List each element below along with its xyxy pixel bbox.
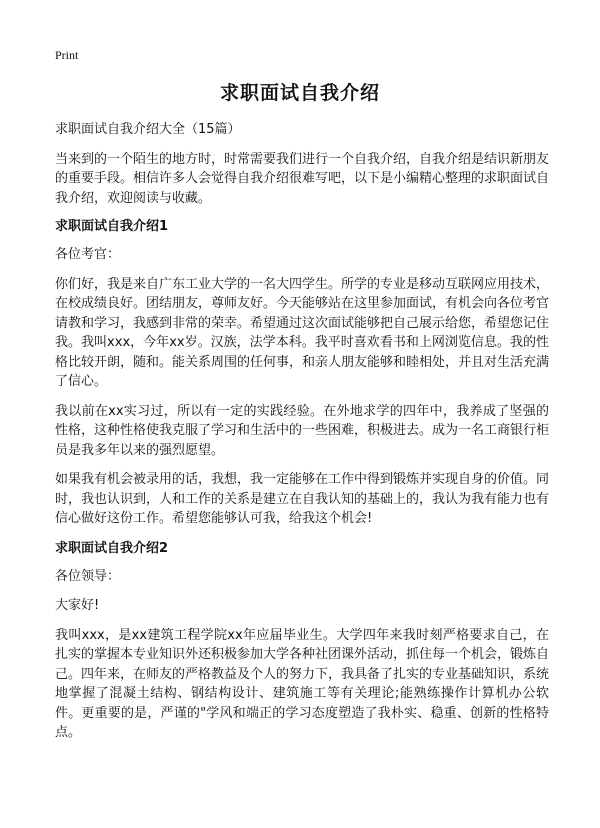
section-greeting: 各位领导： [55, 568, 121, 584]
section-paragraph: 如果我有机会被录用的话，我想，我一定能够在工作中得到锻炼并实现自身的价值。同时，我也认识到，人和工作的关系是建立在自我认知的基础上的，我认为我有能力也有信心做好这份工作。希望您能够认可我，给我这个机会! [55, 472, 550, 526]
section-heading: 求职面试自我介绍2 [55, 540, 169, 556]
section-greeting: 各位考官： [55, 247, 121, 262]
section-paragraph: 我叫xxx，是xx建筑工程学院xx年应届毕业生。大学四年来我时刻严格要求自己，在扎实的掌握本专业知识外还积极参加大学各种社团课外活动，抓住每一个机会，锻炼自己。四年来，在师友的严格教益及个人的努力下，我具备了扎实的专业基础知识，系统地掌握了混凝土结构、钢结构设计、建筑施工等有关理论;能熟练操作计算机办公软件。更重要的是，严谨的"学风和端正的学习态度塑造了我朴实、稳重、创新的性格特点。 [55, 627, 550, 740]
document-title: 求职面试自我介绍 [219, 82, 380, 104]
document-subtitle: 求职面试自我介绍大全（15篇） [55, 122, 241, 137]
section-heading: 求职面试自我介绍1 [55, 219, 169, 234]
document-body [55, 120, 549, 753]
section-1 [55, 217, 549, 529]
section-paragraph: 我以前在xx实习过，所以有一定的实践经验。在外地求学的四年中，我养成了坚强的性格，这种性格使我克服了学习和生活中的一些困难，积极进去。成为一名工商银行柜员是我多年以来的强烈愿望。 [55, 403, 550, 458]
section-paragraph: 大家好! [55, 598, 100, 613]
print-link[interactable]: Print [55, 48, 79, 62]
section-2 [55, 539, 549, 743]
intro-paragraph: 当来到的一个陌生的地方时，时常需要我们进行一个自我介绍，自我介绍是结识新朋友的重要手段。相信许多人会觉得自我介绍很难写吧，以下是小编精心整理的求职面试自我介绍，欢迎阅读与收藏。 [55, 151, 550, 206]
section-paragraph: 你们好，我是来自广东工业大学的一名大四学生。所学的专业是移动互联网应用技术，在校成绩良好。团结朋友，尊师友好。今天能够站在这里参加面试，有机会向各位考官请教和学习，我感到非常的荣幸。希望通过这次面试能够把自己展示给您，希望您记住我。我叫xxx，今年xx岁。汉族，法学本科。我平时喜欢看书和上网浏览信息。我的性格比较开朗，随和。能关系周围的任何事，和亲人朋友能够和睦相处，并且对生活充满了信心。 [55, 276, 550, 389]
